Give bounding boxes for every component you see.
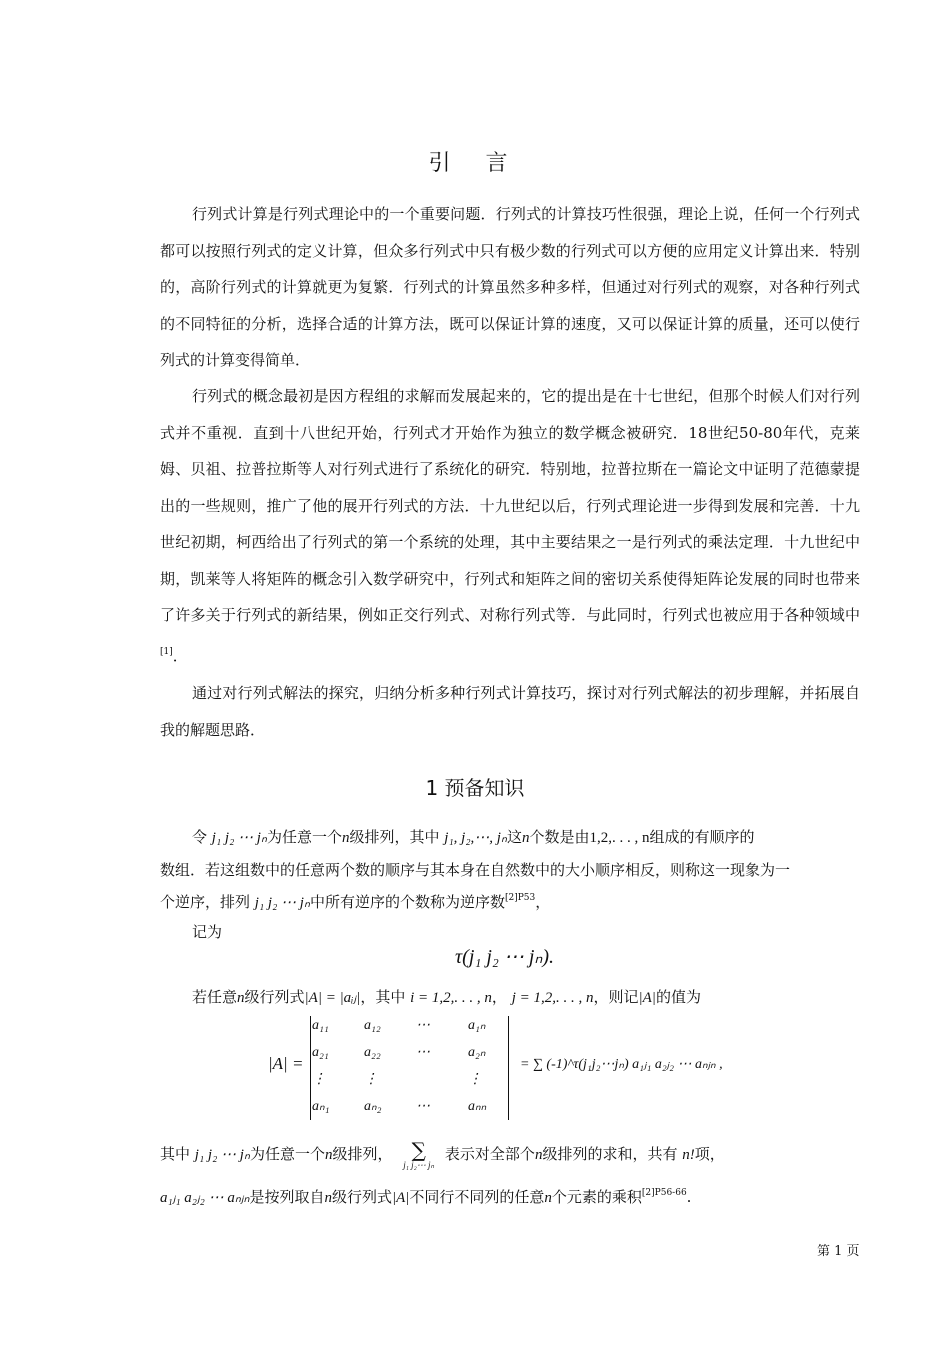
page-number: 第 1 页 — [817, 1244, 860, 1259]
math-n: n — [544, 1190, 552, 1206]
math-i-range: i = 1,2,. . . , n — [410, 990, 492, 1006]
text-segment: 这 — [506, 828, 522, 846]
definition-line-1 — [192, 826, 755, 847]
intro-paragraph-2 — [160, 378, 860, 674]
citation-ref-2: [2]P53 — [504, 893, 536, 903]
sum-subscript: j₁ j₂⋯ jₙ — [403, 1160, 435, 1170]
text-segment: 中所有逆序的个数称为逆序数 — [309, 893, 505, 911]
text-segment: 的值为 — [655, 988, 701, 1006]
determinant-rhs: = ∑ (-1)^τ(j₁j₂⋯jₙ) a₁ⱼ₁ a₂ⱼ₂ ⋯ aₙⱼₙ , — [520, 1057, 723, 1072]
right-bar — [508, 1016, 509, 1120]
text-segment: 为任意一个 — [266, 828, 342, 846]
matrix-cell: ⋯ — [416, 1099, 430, 1114]
matrix-cell: ⋯ — [416, 1045, 430, 1060]
math-n: n — [521, 830, 530, 846]
math-n: n — [237, 990, 245, 1006]
math-abs-a: |A| — [391, 1190, 410, 1206]
math-abs-a: |A| — [638, 990, 656, 1006]
matrix-cell — [412, 1066, 464, 1093]
text-segment: . — [686, 1188, 692, 1206]
matrix-cell: ⋮ — [312, 1072, 326, 1087]
matrix-cell: ⋮ — [468, 1072, 482, 1087]
math-sequence: j₁, j₂,⋯, jₙ — [444, 830, 507, 846]
text-segment: 个数是由 — [529, 828, 590, 846]
math-determinant-def: |A| = |aᵢⱼ| — [304, 990, 361, 1006]
definition-line-4: 记为 — [192, 923, 223, 941]
intro-paragraph-2-end: ． — [172, 646, 188, 665]
math-n: n — [341, 830, 350, 846]
text-segment: 项， — [694, 1145, 725, 1163]
definition-line-3 — [160, 891, 550, 912]
matrix-cell: a₂₂ — [364, 1044, 381, 1060]
text-segment: ，则记 — [593, 988, 639, 1006]
matrix-cell: a₂ₙ — [468, 1045, 486, 1060]
text-segment: ， — [491, 988, 507, 1006]
matrix-cell: ⋯ — [416, 1018, 430, 1033]
math-n: n — [534, 1147, 543, 1163]
text-segment: 不同行不同列的任意 — [409, 1188, 545, 1206]
inversion-number-formula: τ(j₁ j₂ ⋯ jₙ). — [455, 946, 555, 968]
intro-paragraph-3: 通过对行列式解法的探究，归纳分析多种行列式计算技巧，探讨对行列式解法的初步理解，并拓展自我的解题思路． — [160, 684, 860, 739]
text-segment: 级行列式 — [244, 988, 305, 1006]
citation-ref-1: [1] — [160, 646, 173, 657]
text-segment: ， — [535, 893, 551, 911]
math-product: a₁ⱼ₁ a₂ⱼ₂ ⋯ aₙⱼₙ — [160, 1190, 250, 1206]
determinant-expansion — [268, 1012, 768, 1122]
math-numbers: 1,2,. . . , n — [589, 830, 650, 846]
page-title: 引 言 — [428, 151, 522, 176]
text-segment: 级排列的求和，共有 — [542, 1145, 678, 1163]
text-segment: 级排列， — [332, 1145, 393, 1163]
text-segment: ，其中 — [360, 988, 406, 1006]
math-permutation: j₁ j₂ ⋯ jₙ — [254, 895, 310, 911]
text-segment: 级行列式 — [331, 1188, 392, 1206]
math-permutation: j₁ j₂ ⋯ jₙ — [194, 1147, 250, 1163]
math-factorial: n! — [682, 1147, 695, 1163]
text-segment: 为任意一个 — [249, 1145, 325, 1163]
intro-paragraph-1: 行列式计算是行列式理论中的一个重要问题．行列式的计算技巧性很强，理论上说，任何一个行列式都可以按照行列式的定义计算，但众多行列式中只有极少数的行列式可以方便的应用定义计算出来．特别的，高阶行列式的计算就更为复繁．行列式的计算虽然多种多样，但通过对行列式的观察，对各种行列式的不同特征的分析，选择合适的计算方法，既可以保证计算的速度，又可以保证计算的质量，还可以使行列式的计算变得简单． — [160, 205, 860, 369]
section-heading: 1 预备知识 — [425, 776, 525, 800]
math-j-range: j = 1,2,. . . , n — [511, 990, 594, 1006]
text-segment: 组成的有顺序的 — [649, 828, 755, 846]
determinant-lhs: |A| = — [268, 1054, 304, 1073]
matrix-cell: a₁₁ — [312, 1017, 329, 1033]
definition-line-6 — [160, 1140, 725, 1170]
math-n: n — [324, 1147, 333, 1163]
math-permutation: j₁ j₂ ⋯ jₙ — [211, 830, 267, 846]
text-segment: 令 — [192, 828, 208, 846]
text-segment: 若任意 — [192, 988, 238, 1006]
text-segment: 是按列取自 — [249, 1188, 325, 1206]
matrix-cell: aₙ₁ — [312, 1099, 330, 1114]
matrix-cell: aₙ₂ — [364, 1099, 382, 1114]
definition-line-5 — [192, 986, 701, 1007]
text-segment: 级排列，其中 — [349, 828, 440, 846]
matrix-cell: a₁ₙ — [468, 1018, 486, 1033]
intro-paragraph-2-text: 行列式的概念最初是因方程组的求解而发展起来的，它的提出是在十七世纪，但那个时候人们对行列式并不重视．直到十八世纪开始，行列式才开始作为独立的数学概念被研究．18世纪50-80年代，克莱姆、贝祖、拉普拉斯等人对行列式进行了系统化的研究．特别地，拉普拉斯在一篇论文中证明了范德蒙提出的一些规则，推广了他的展开行列式的方法．十九世纪以后，行列式理论进一步得到发展和完善．十九世纪初期，柯西给出了行列式的第一个系统的处理，其中主要结果之一是行列式的乘法定理．十九世纪中期，凯莱等人将矩阵的概念引入数学研究中，行列式和矩阵之间的密切关系使得矩阵论发展的同时也带来了许多关于行列式的新结果，例如正交行列式、对称行列式等．与此同时，行列式也被应用于各种领域中 — [160, 387, 860, 624]
text-segment: 其中 — [160, 1145, 191, 1163]
sum-operator — [403, 1140, 434, 1170]
matrix-cell: aₙₙ — [468, 1099, 487, 1114]
sum-symbol: ∑ — [411, 1138, 426, 1162]
citation-ref-3: [2]P56-66 — [641, 1188, 687, 1198]
matrix-cell: ⋮ — [364, 1072, 378, 1087]
definition-line-2: 数组．若这组数中的任意两个数的顺序与其本身在自然数中的大小顺序相反，则称这一现象为一 — [160, 861, 791, 879]
matrix-cell: a₁₂ — [364, 1017, 381, 1033]
definition-line-7 — [160, 1186, 691, 1207]
text-segment: 个逆序，排列 — [160, 893, 251, 911]
determinant-matrix — [308, 1012, 516, 1120]
text-segment: 个元素的乘积 — [551, 1188, 642, 1206]
matrix-cell: a₂₁ — [312, 1044, 329, 1060]
text-segment: 表示对全部个 — [444, 1145, 535, 1163]
math-n: n — [324, 1190, 332, 1206]
